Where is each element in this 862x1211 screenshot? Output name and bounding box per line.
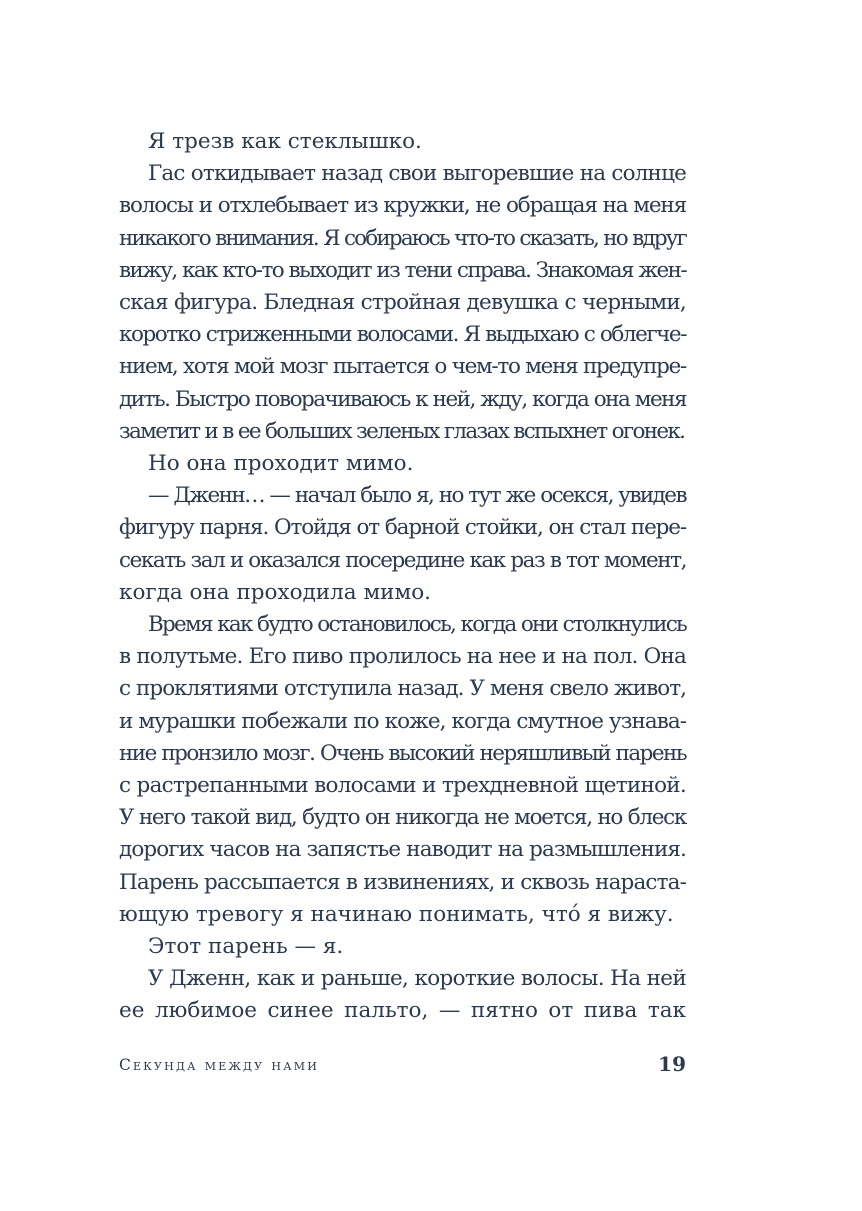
text-line: фигуру парня. Отойдя от барной стойки, он стал пере-	[119, 515, 686, 541]
text-line: Парень рассыпается в извинениях, и сквозь нараста-	[119, 869, 686, 895]
paragraph	[119, 609, 686, 931]
text-line: с растрепанными волосами и трехдневной щетиной.	[119, 773, 686, 799]
paragraph	[119, 931, 686, 963]
text-line: Но она проходит мимо.	[148, 451, 414, 477]
text-line: ская фигура. Бледная стройная девушка с черными,	[119, 290, 686, 316]
text-line: в полутьме. Его пиво пролилось на нее и на пол. Она	[119, 644, 686, 670]
text-line: Гас откидывает назад свои выгоревшие на солнце	[148, 161, 686, 187]
paragraph	[119, 126, 686, 158]
text-line: — Дженн… — начал было я, но тут же осекся, увидев	[148, 483, 686, 509]
paragraph	[119, 448, 686, 480]
text-line: ние пронзило мозг. Очень высокий неряшливый парень	[119, 740, 686, 766]
text-line: коротко стриженными волосами. Я выдыхаю с облегче-	[119, 322, 686, 348]
text-line: дить. Быстро поворачиваюсь к ней, жду, когда она меня	[119, 386, 686, 412]
text-line: Я трезв как стеклышко.	[148, 129, 422, 154]
paragraph	[119, 158, 686, 448]
text-line: заметит и в ее больших зеленых глазах вспыхнет огонек.	[119, 418, 685, 444]
text-line: Время как будто остановилось, когда они столкнулись	[148, 612, 686, 638]
page-number: 19	[658, 1052, 686, 1076]
text-line: нием, хотя мой мозг пытается о чем-то меня предупре-	[119, 354, 686, 380]
text-line: и мурашки побежали по коже, когда смутное узнава-	[119, 708, 686, 734]
text-line: никакого внимания. Я собираюсь что-то сказать, но вдруг	[119, 225, 686, 251]
text-line: с проклятиями отступила назад. У меня свело живот,	[119, 676, 686, 702]
text-line: дорогих часов на запястье наводит на размышления.	[119, 837, 686, 863]
text-line: волосы и отхлебывает из кружки, не обращая на меня	[119, 193, 686, 219]
text-line: У него такой вид, будто он никогда не моется, но блеск	[119, 805, 686, 831]
text-line: Этот парень — я.	[148, 934, 344, 960]
text-line: вижу, как кто-то выходит из тени справа. Знакомая жен-	[119, 257, 686, 283]
running-title: Секунда между нами	[119, 1056, 319, 1074]
text-line: ющую тревогу я начинаю понимать, что́ я вижу.	[119, 901, 674, 927]
text-line: У Дженн, как и раньше, короткие волосы. На ней	[148, 966, 686, 992]
body-text	[119, 126, 686, 1028]
text-line: ее любимое синее пальто, — пятно от пива так	[119, 998, 686, 1024]
paragraph	[119, 963, 686, 1027]
text-line: когда она проходила мимо.	[119, 579, 432, 605]
paragraph	[119, 480, 686, 609]
text-line: секать зал и оказался посередине как раз в тот момент,	[119, 547, 686, 573]
